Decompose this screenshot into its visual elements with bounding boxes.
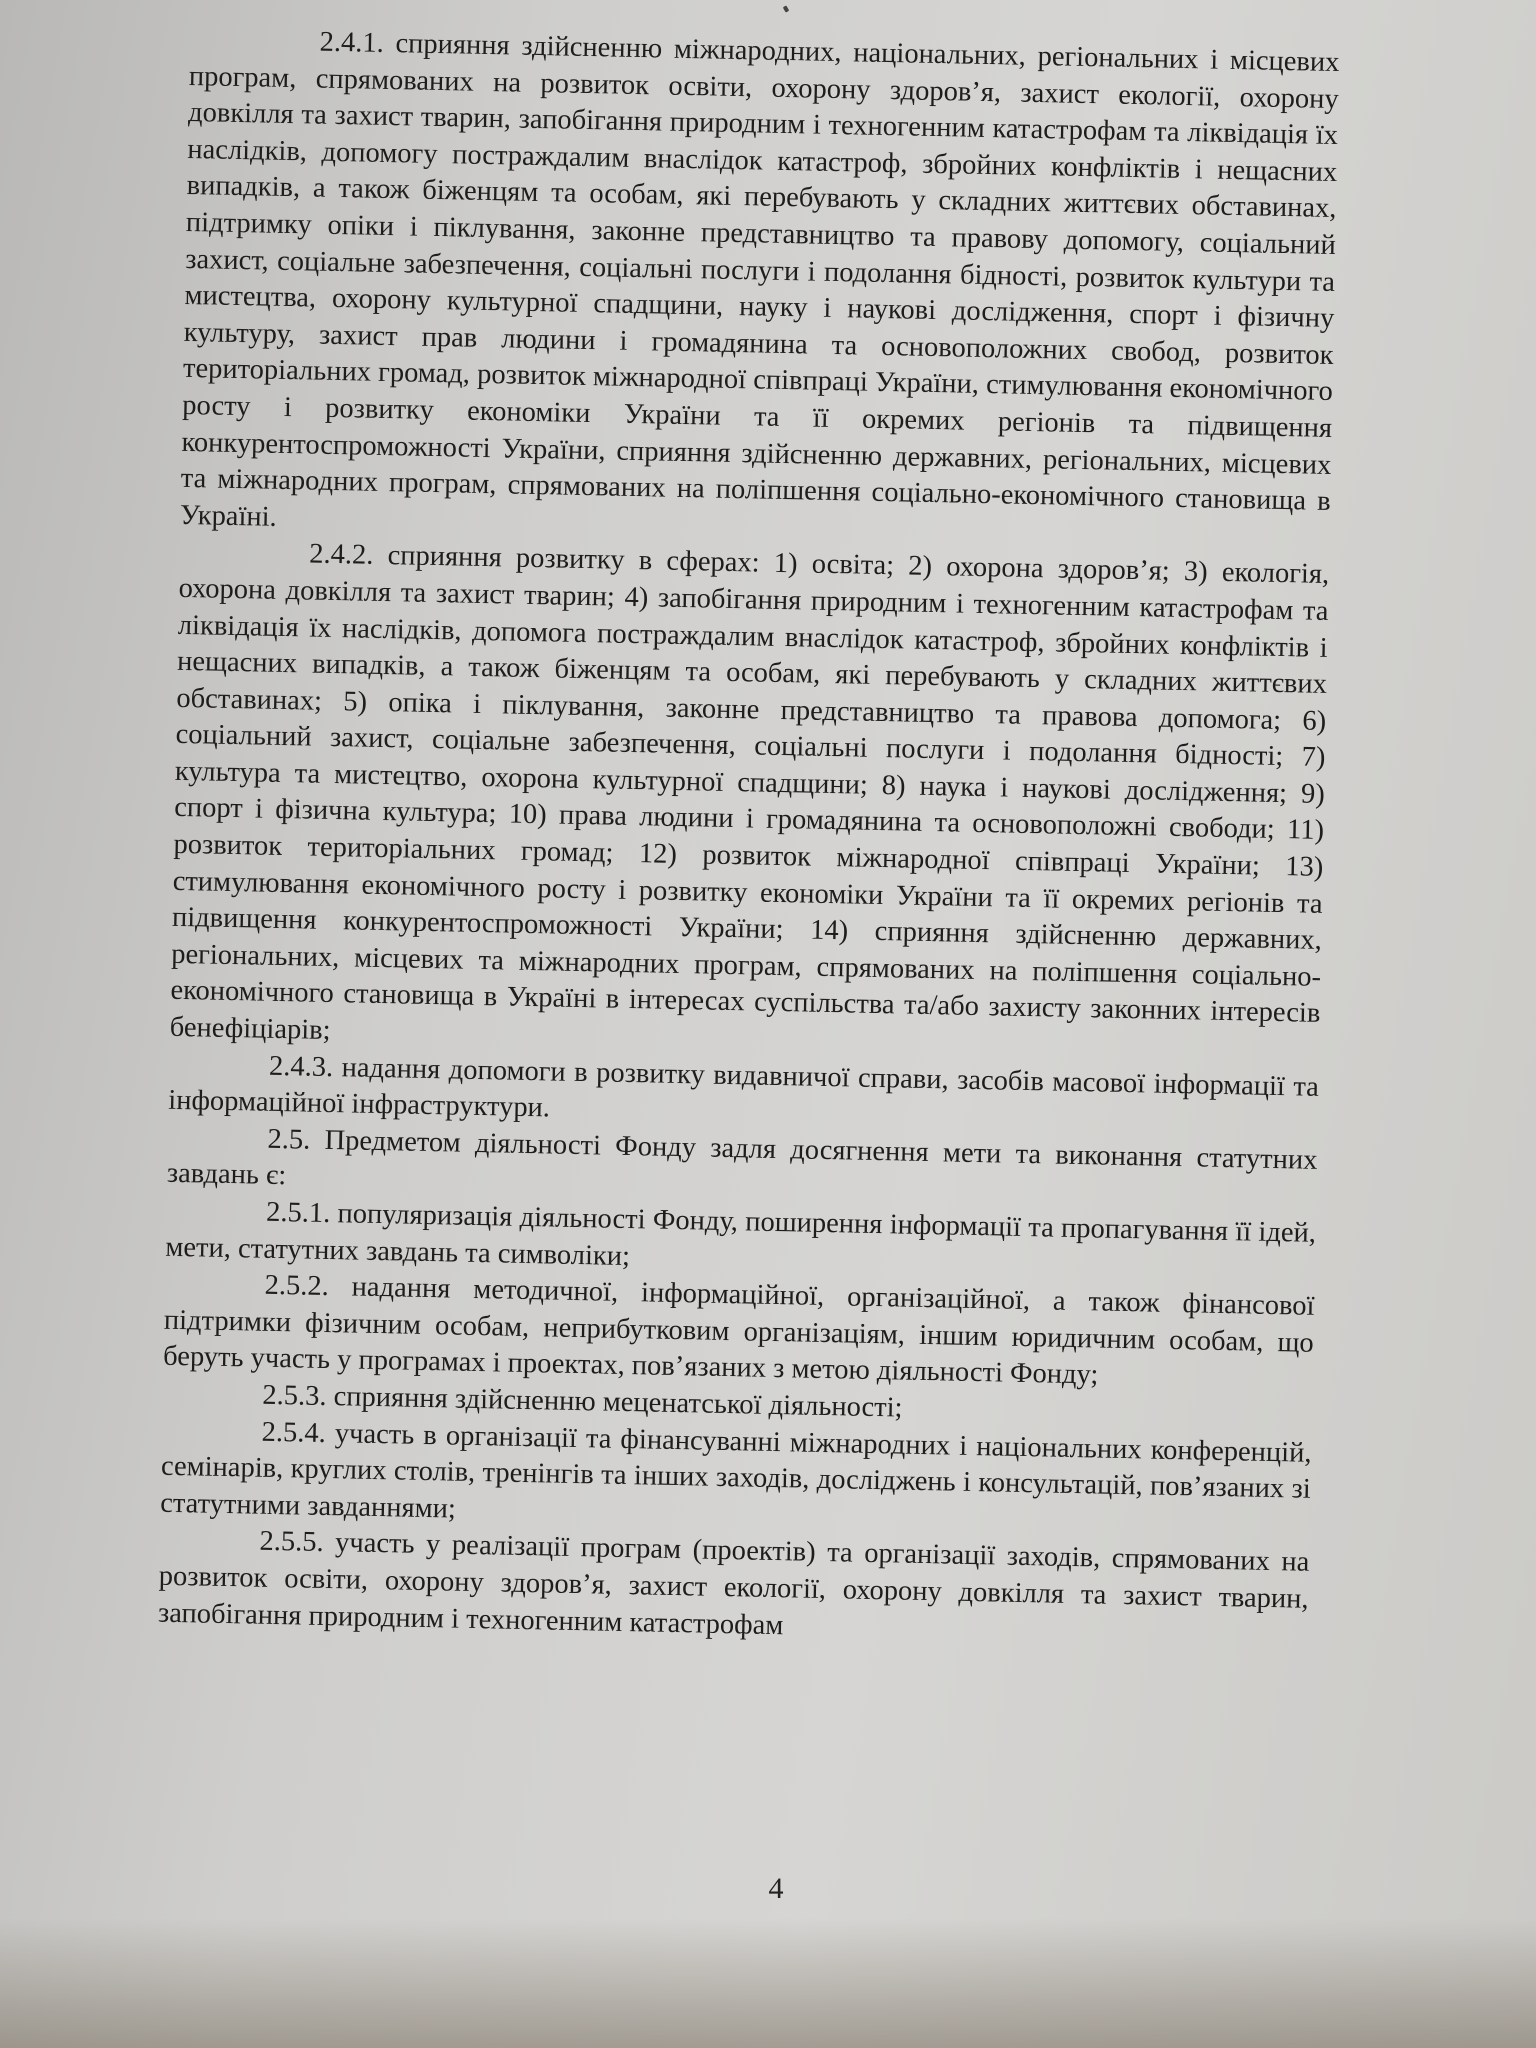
page-number: 4 — [768, 1872, 784, 1905]
paragraph-2-5-2: 2.5.2. надання методичної, інформаційної, організаційної, а також фінансової підтримки фізичним особам, неприбутковим організаціям, іншим юридичним особам, що беруть участь у програмах і проектах, пов’язаних з метою діяльності Фонду; — [162, 1269, 1315, 1391]
document-body — [158, 22, 1340, 1655]
paragraph-2-4-1: 2.4.1. сприяння здійсненню міжнародних, національних, регіональних і місцевих програм, спрямованих на розвиток освіти, охорону здоров’я, захист екології, охорону довкілля та захист тварин, запобігання природним і техногенним катастрофам та ліквідація їх наслідків, допомогу постраждалим внаслідок катастроф, збройних конфліктів і нещасних випадків, а також біженцям та особам, які перебувають у складних життєвих обставинах, підтримку опіки і піклування, законне представництво та правову допомогу, соціальний захист, соціальне забезпечення, соціальні послуги і подолання бідності, розвиток культури та мистецтва, охорону культурної спадщини, науку і наукові дослідження, спорт і фізичну культуру, захист прав людини і громадянина та основоположних свобод, розвиток територіальних громад, розвиток міжнародної співпраці України, стимулювання економічного росту і розвитку економіки України та її окремих регіонів та підвищення конкурентоспроможності України, сприяння здійсненню державних, регіональних, місцевих та міжнародних програм, спрямованих на поліпшення соціально-економічного становища в Україні. — [179, 26, 1340, 533]
paragraph-2-5-4: 2.5.4. участь в організації та фінансуванні міжнародних і національних конференцій, семінарів, круглих столів, тренінгів та інших заходів, досліджень і консультацій, пов’язаних зі статутними завданнями; — [159, 1416, 1312, 1525]
paragraph-2-5-5: 2.5.5. участь у реалізації програм (проектів) та організації заходів, спрямованих на розвиток освіти, охорону здоров’я, захист екології, охорону довкілля та захист тварин, запобігання природним і техногенним катастрофам — [157, 1526, 1310, 1641]
paragraph-2-5: 2.5. Предметом діяльності Фонду задля досягнення мети та виконання статутних завдань є: — [166, 1123, 1318, 1192]
paragraph-2-5-1: 2.5.1. популяризація діяльності Фонду, поширення інформації та пропагування її ідей, мети, статутних завдань та символіки; — [165, 1196, 1317, 1272]
paragraph-2-4-2: 2.4.2. сприяння розвитку в сферах: 1) освіта; 2) охорона здоров’я; 3) екологія, охорона довкілля та захист тварин; 4) запобігання природним і техногенним катастрофам та ліквідація їх наслідків, допомога постраждалим внаслідок катастроф, збройних конфліктів і нещасних випадків, а також біженцям та особам, які перебувають у складних життєвих обставинах; 5) опіка і піклування, законне представництво та правова допомога; 6) соціальний захист, соціальне забезпечення, соціальні послуги і подолання бідності; 7) культура та мистецтво, охорона культурної спадщини; 8) наука і наукові дослідження; 9) спорт і фізична культура; 10) права людини і громадянина та основоположні свободи; 11) розвиток територіальних громад; 12) розвиток міжнародної співпраці України; 13) стимулювання економічного росту і розвитку економіки України та її окремих регіонів та підвищення конкурентоспроможності України; 14) сприяння здійсненню державних, регіональних, місцевих та міжнародних програм, спрямованих на поліпшення соціально-економічного становища в Україні в інтересах суспільства та/або захисту законних інтересів бенефіціарів; — [169, 538, 1330, 1047]
paragraph-2-4-3: 2.4.3. надання допомоги в розвитку видавничої справи, засобів масової інформації та інформаційної інфраструктури. — [168, 1050, 1320, 1124]
paragraph-2-5-3: 2.5.3. сприяння здійсненню меценатської діяльності; — [262, 1379, 903, 1424]
